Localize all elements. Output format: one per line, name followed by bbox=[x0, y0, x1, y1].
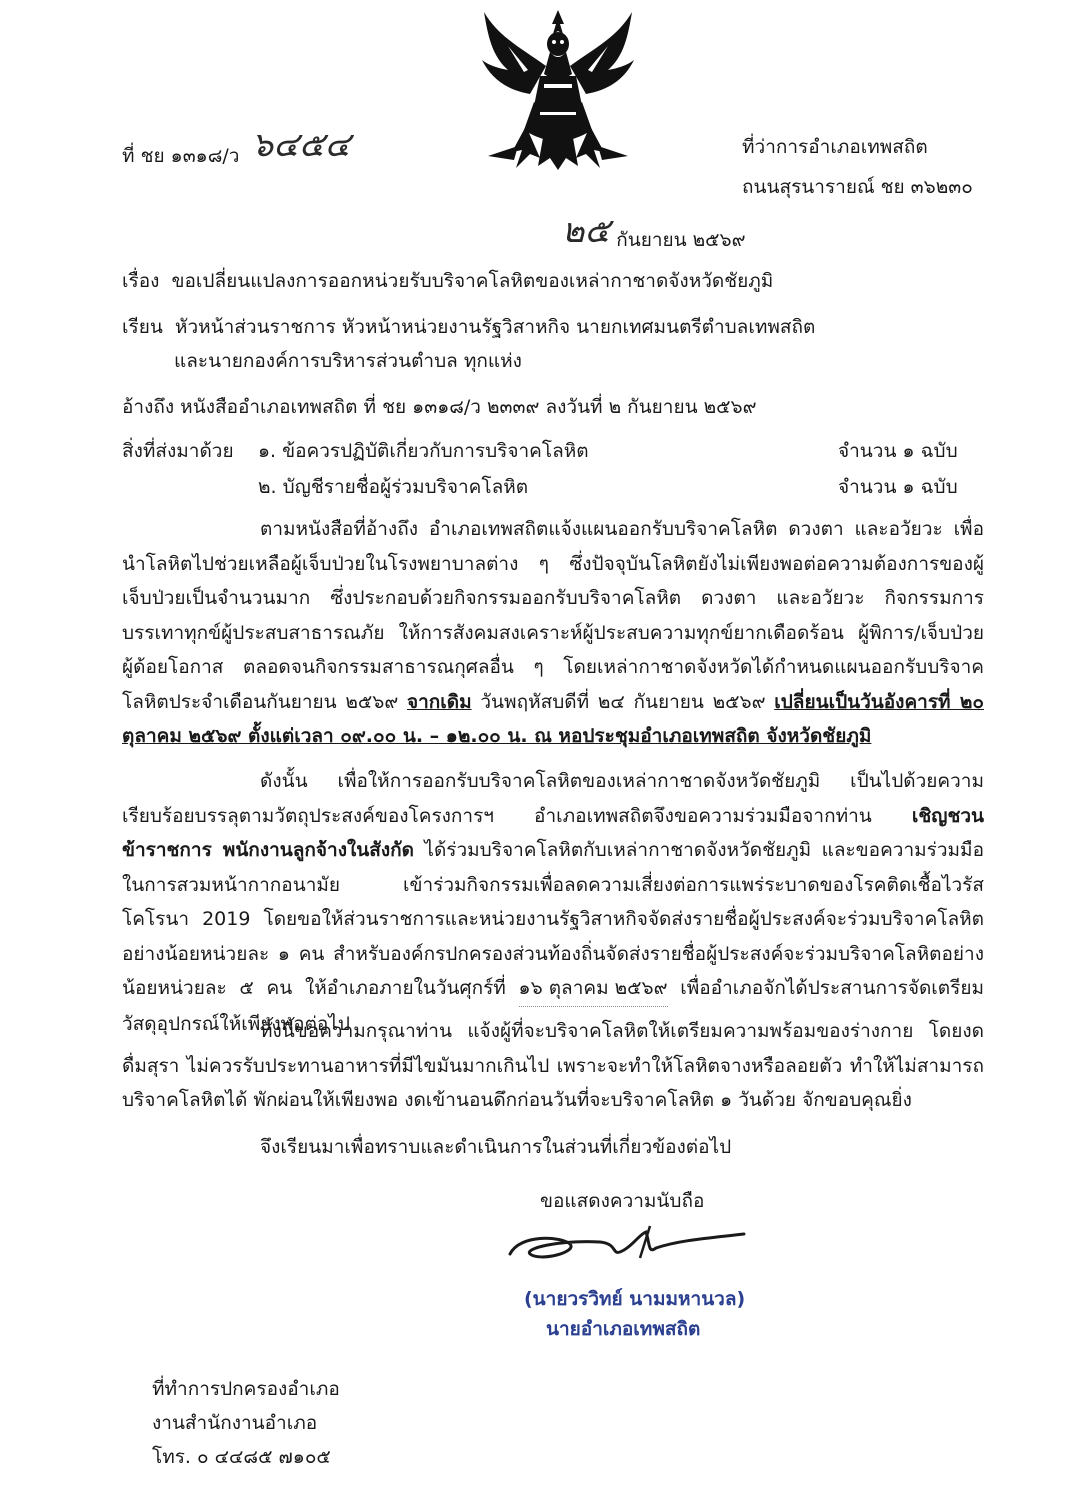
enclosure-item-2: ๒. บัญชีรายชื่อผู้ร่วมบริจาคโลหิต bbox=[258, 476, 529, 498]
enclosure-qty-2: จำนวน ๑ ฉบับ bbox=[838, 476, 958, 498]
footer-phone: โทร. ๐ ๔๔๘๕ ๗๑๐๕ bbox=[152, 1446, 331, 1468]
p1-new-date: เปลี่ยนเป็นวันอังคารที่ ๒๐ ตุลาคม ๒๕๖๙ ตั้งแต่เวลา ๐๙.๐๐ น. – ๑๒.๐๐ น. ณ หอประชุมอำเภอเทพสถิต จังหวัดชัยภูมิ bbox=[122, 690, 984, 747]
recipient-line-1 bbox=[122, 310, 815, 344]
subject-label: เรื่อง bbox=[122, 270, 160, 292]
letter-date bbox=[562, 211, 746, 257]
signer-title: นายอำเภอเทพสถิต bbox=[546, 1318, 701, 1340]
reference-line: อ้างถึง หนังสืออำเภอเทพสถิต ที่ ชย ๑๓๑๘/ว ๒๓๓๙ ลงวันที่ ๒ กันยายน ๒๕๖๙ bbox=[122, 396, 757, 418]
signature-icon bbox=[500, 1214, 750, 1274]
body-paragraph-2 bbox=[122, 764, 984, 1041]
footer-section: งานสำนักงานอำเภอ bbox=[152, 1412, 318, 1434]
footer-office: ที่ทำการปกครองอำเภอ bbox=[152, 1378, 340, 1400]
signer-name: (นายวรวิทย์ นามมหานวล) bbox=[524, 1288, 746, 1310]
p2-invite: เชิญชวนข้าราชการ พนักงานลูกจ้างในสังกัด bbox=[122, 804, 984, 861]
body-paragraph-3 bbox=[122, 1014, 984, 1118]
doc-number-prefix: ที่ ชย ๑๓๑๘/ว bbox=[122, 145, 240, 167]
doc-number-handwritten: ๖๔๕๔ bbox=[251, 125, 351, 165]
body-paragraph-1 bbox=[122, 512, 984, 754]
recipient-label: เรียน bbox=[122, 316, 163, 338]
recipient-text-2: และนายกองค์การบริหารส่วนตำบล ทุกแห่ง bbox=[174, 350, 522, 372]
p2-text-d: เพื่ออำเภอจักได้ประสานการจัดเตรียมวัสดุอุปกรณ์ให้เพียงพอต่อไป bbox=[122, 977, 984, 1035]
enclosure-qty-1: จำนวน ๑ ฉบับ bbox=[838, 440, 958, 462]
doc-number bbox=[122, 125, 351, 173]
p1-text: ตามหนังสือที่อ้างถึง อำเภอเทพสถิตแจ้งแผนออกรับบริจาคโลหิต ดวงตา และอวัยวะ เพื่อนำโลหิตไปช่วยเหลือผู้เจ็บป่วยในโรงพยาบาลต่าง ๆ ซึ่งปัจจุบันโลหิตยังไม่เพียงพอต่อความต้องการของผู้เจ็บป่วยเป็นจำนวนมาก ซึ่งประกอบด้วยกิจกรรมออกรับบริจาคโลหิต ดวงตา และอวัยวะ กิจกรรมการบรรเทาทุกข์ผู้ประสบสาธารณภัย ให้การสังคมสงเคราะห์ผู้ประสบความทุกข์ยากเดือดร้อน ผู้พิการ/เจ็บป่วย ผู้ด้อยโอกาส ตลอดจนกิจกรรมสาธารณกุศลอื่น ๆ โดยเหล่ากาชาดจังหวัดได้กำหนดแผนออกรับบริจาคโลหิตประจำเดือนกันยายน ๒๕๖๙ bbox=[122, 518, 984, 713]
office-address: ถนนสุรนารายณ์ ชย ๓๖๒๓๐ bbox=[742, 176, 973, 198]
recipient-text-1: หัวหน้าส่วนราชการ หัวหน้าหน่วยงานรัฐวิสาหกิจ นายกเทศมนตรีตำบลเทพสถิต bbox=[174, 316, 816, 338]
subject-line bbox=[122, 264, 773, 298]
p1-old-date: วันพฤหัสบดีที่ ๒๔ กันยายน ๒๕๖๙ bbox=[480, 690, 766, 713]
subject-text: ขอเปลี่ยนแปลงการออกหน่วยรับบริจาคโลหิตของเหล่ากาชาดจังหวัดชัยภูมิ bbox=[171, 270, 774, 292]
date-month-year: กันยายน ๒๕๖๙ bbox=[616, 229, 746, 251]
enclosure-item-1: ๑. ข้อควรปฏิบัติเกี่ยวกับการบริจาคโลหิต bbox=[258, 440, 589, 462]
garuda-emblem-icon bbox=[478, 6, 638, 176]
office-name: ที่ว่าการอำเภอเทพสถิต bbox=[742, 136, 928, 158]
enclosures-label: สิ่งที่ส่งมาด้วย bbox=[122, 440, 234, 462]
p2-text-a: ดังนั้น เพื่อให้การออกรับบริจาคโลหิตของเหล่ากาชาดจังหวัดชัยภูมิ เป็นไปด้วยความเรียบร้อยบรรลุตามวัตถุประสงค์ของโครงการฯ อำเภอเทพสถิตจึงขอความร่วมมือจากท่าน bbox=[122, 770, 984, 827]
body-paragraph-4: จึงเรียนมาเพื่อทราบและดำเนินการในส่วนที่เกี่ยวข้องต่อไป bbox=[260, 1136, 732, 1158]
p2-deadline: ๑๖ ตุลาคม ๒๕๖๙ bbox=[519, 971, 668, 1007]
date-day-handwritten: ๒๕ bbox=[562, 211, 611, 251]
p3-text: ทั้งนี้ขอความกรุณาท่าน แจ้งผู้ที่จะบริจาคโลหิตให้เตรียมความพร้อมของร่างกาย โดยงดดื่มสุรา ไม่ควรรับประทานอาหารที่มีไขมันมากเกินไป เพราะจะทำให้โลหิตจางหรือลอยตัว ทำให้ไม่สามารถบริจาคโลหิตได้ พักผ่อนให้เพียงพอ งดเข้านอนดึกก่อนวันที่จะบริจาคโลหิต ๑ วันด้วย จักขอบคุณยิ่ง bbox=[122, 1020, 984, 1111]
p1-from-label: จากเดิม bbox=[406, 690, 472, 713]
p2-text-c: ได้ร่วมบริจาคโลหิตกับเหล่ากาชาดจังหวัดชัยภูมิ และขอความร่วมมือในการสวมหน้ากากอนามัย เข้าร่วมกิจกรรมเพื่อลดความเสี่ยงต่อการแพร่ระบาดของโรคติดเชื้อไวรัสโคโรนา 2019 โดยขอให้ส่วนราชการและหน่วยงานรัฐวิสาหกิจจัดส่งรายชื่อผู้ประสงค์จะร่วมบริจาคโลหิตอย่างน้อยหน่วยละ ๑ คน สำหรับองค์กรปกครองส่วนท้องถิ่นจัดส่งรายชื่อผู้ประสงค์จะร่วมบริจาคโลหิตอย่างน้อยหน่วยละ ๕ คน ให้อำเภอภายในวันศุกร์ที่ bbox=[122, 839, 984, 999]
closing-regards: ขอแสดงความนับถือ bbox=[540, 1190, 705, 1212]
